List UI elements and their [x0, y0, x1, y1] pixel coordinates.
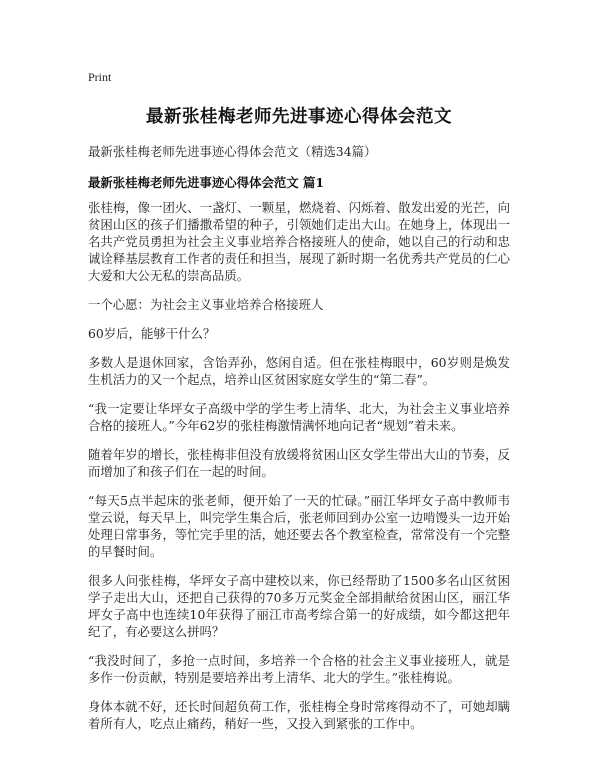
print-label: Print — [88, 70, 112, 84]
paragraph: “我没时间了，多抢一点时间，多培养一个合格的社会主义事业接班人，就是多作一份贡献，特别是要培养出考上清华、北大的学生。”张桂梅说。 — [88, 653, 510, 685]
paragraph: 张桂梅，像一团火、一盏灯、一颗星，燃烧着、闪烁着、散发出爱的光芒，向贫困山区的孩子们播撒希望的种子，引领她们走出大山。在她身上，体现出一名共产党员勇担为社会主义事业培养合格接班人的使命，她以自己的行动和忠诚诠释基层教育工作者的责任和担当，展现了新时期一名优秀共产党员的仁心大爱和大公无私的崇高品质。 — [88, 200, 510, 283]
paragraph: 很多人问张桂梅，华坪女子高中建校以来，你已经帮助了1500多名山区贫困学子走出大山，还把自己获得的70多万元奖金全部捐献给贫困山区，丽江华坪女子高中也连续10年获得了丽江市高考综合第一的好成绩，如今都这把年纪了，有必要这么拼吗？ — [88, 573, 510, 639]
paragraph: 一个心愿：为社会主义事业培养合格接班人 — [88, 297, 324, 312]
page-title: 最新张桂梅老师先进事迹心得体会范文 — [146, 107, 452, 127]
paragraph: 60岁后，能够干什么？ — [88, 326, 216, 341]
paragraph: “我一定要让华坪女子高级中学的学生考上清华、北大，为社会主义事业培养合格的接班人。”今年62岁的张桂梅激情满怀地向记者“规划”着未来。 — [88, 401, 510, 433]
document-subtitle: 最新张桂梅老师先进事迹心得体会范文（精选34篇） — [88, 144, 377, 159]
paragraph: 多数人是退休回家，含饴弄孙，悠闲自适。但在张桂梅眼中，60岁则是焕发生机活力的又一个起点，培养山区贫困家庭女学生的“第二春”。 — [88, 355, 510, 387]
paragraph: 随着年岁的增长，张桂梅非但没有放缓将贫困山区女学生带出大山的节奏，反而增加了和孩子们在一起的时间。 — [88, 447, 510, 479]
paragraph: 身体本就不好，还长时间超负荷工作，张桂梅全身时常疼得动不了，可她却瞒着所有人，吃点止痛药，稍好一些，又投入到紧张的工作中。 — [88, 699, 510, 731]
paragraph: “每天5点半起床的张老师，便开始了一天的忙碌。”丽江华坪女子高中教师韦堂云说，每天早上，叫完学生集合后，张老师回到办公室一边啃馒头一边开始处理日常事务，等忙完手里的活，她还要去各个教室检查，常常没有一个完整的早餐时间。 — [88, 493, 510, 559]
section-heading: 最新张桂梅老师先进事迹心得体会范文 篇1 — [88, 175, 324, 190]
